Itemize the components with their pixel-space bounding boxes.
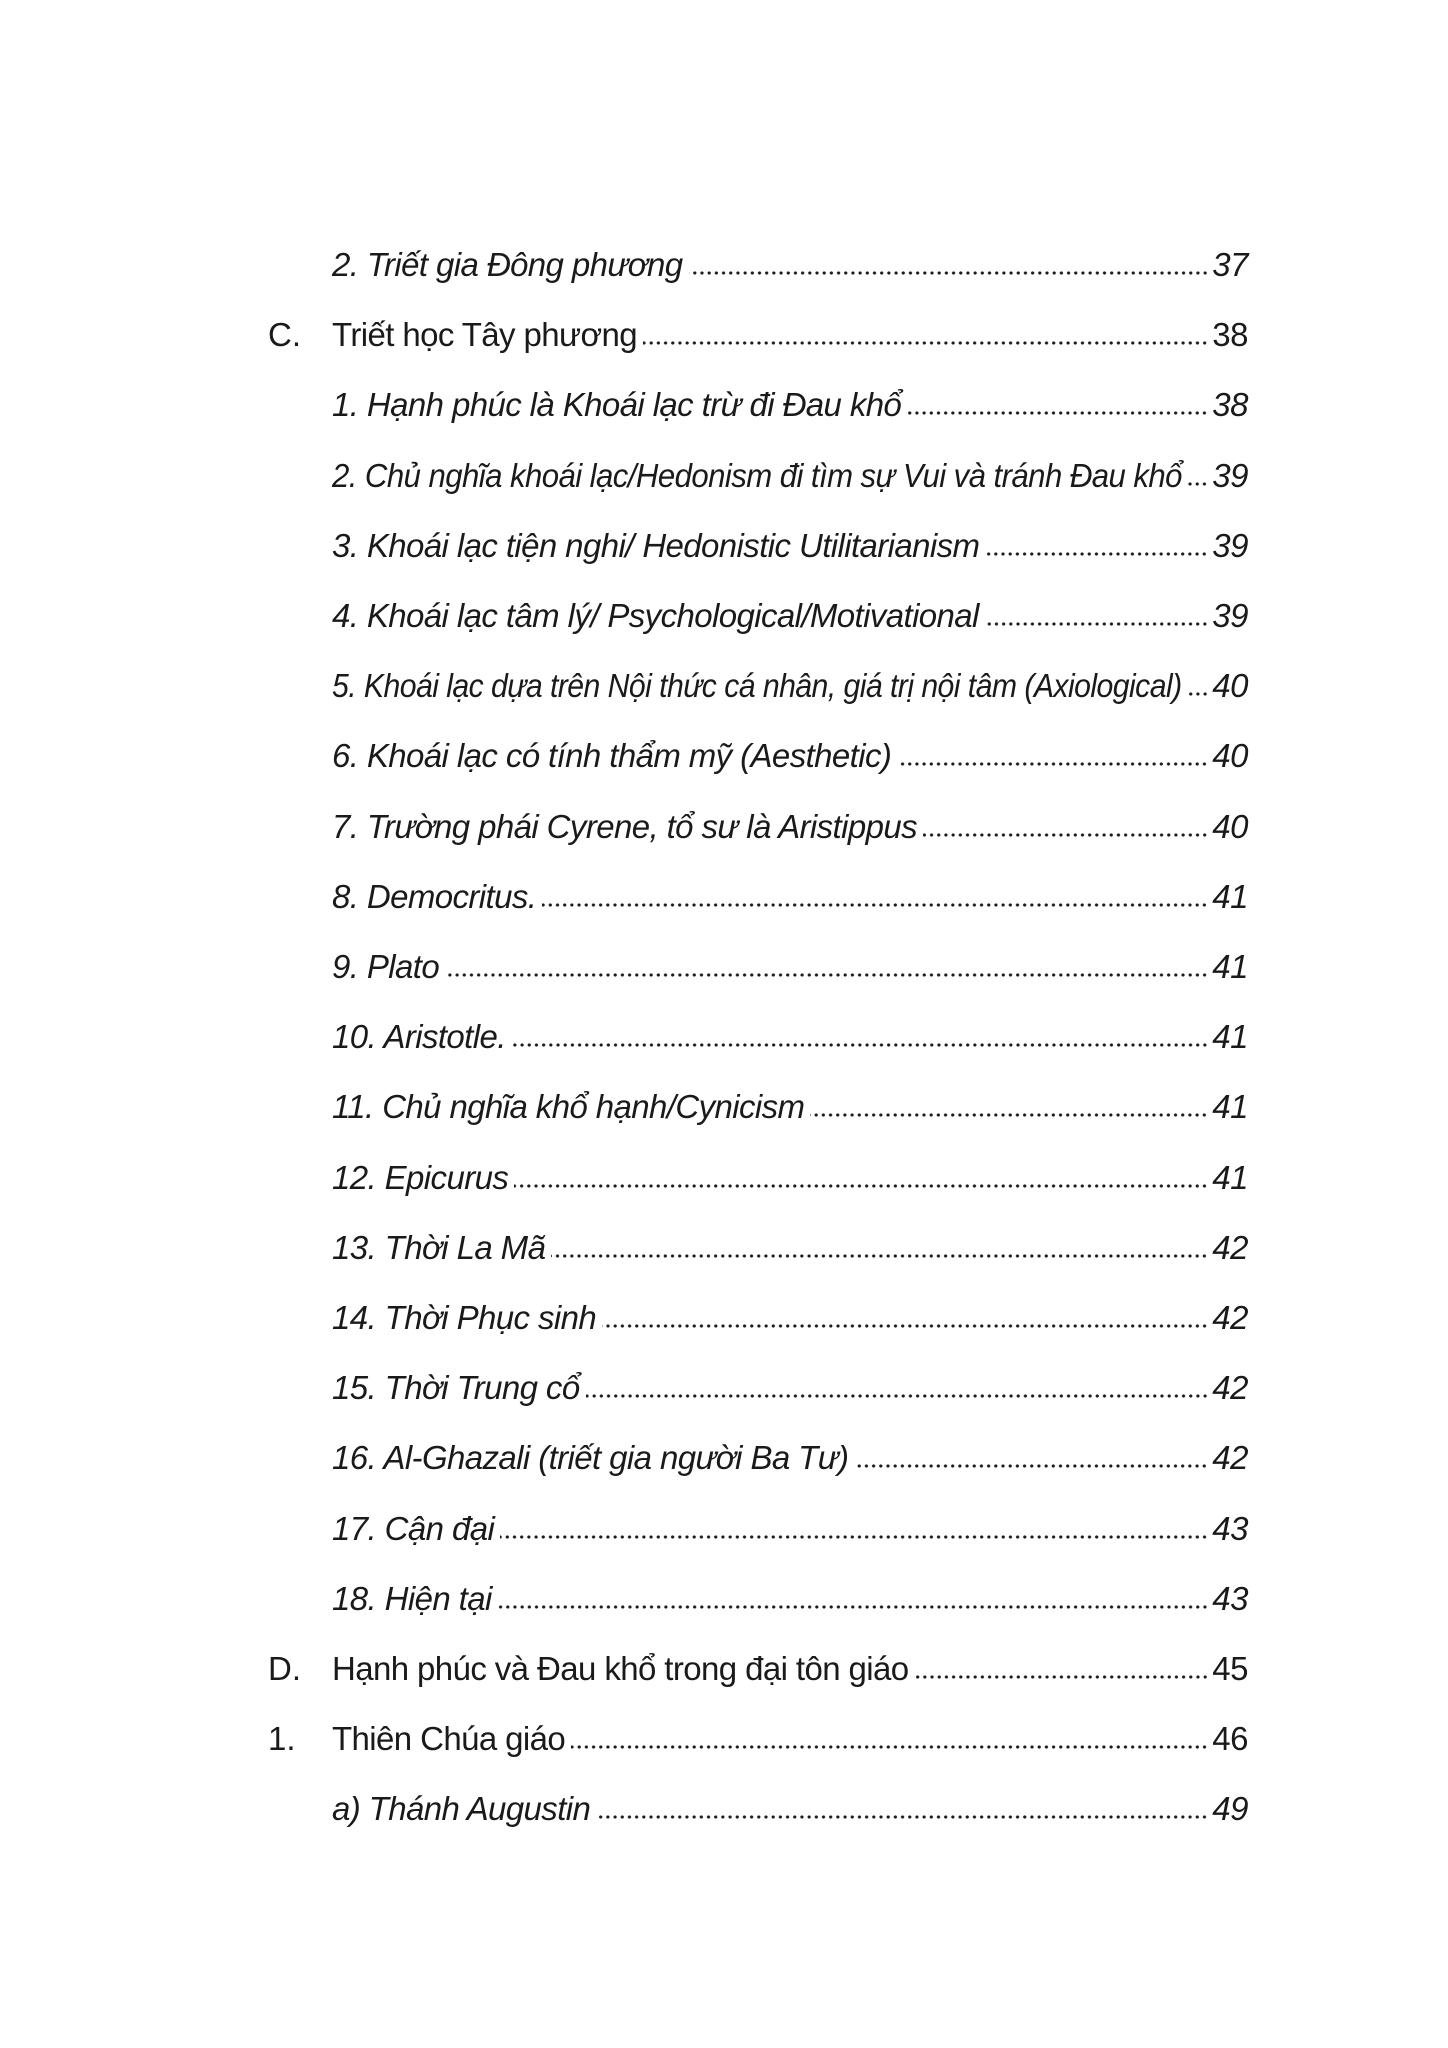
- toc-entry-title: Hạnh phúc và Đau khổ trong đại tôn giáo: [332, 1650, 909, 1687]
- toc-entry[interactable]: [332, 726, 1248, 776]
- dot-leader: [897, 761, 1208, 767]
- toc-entry-page-number: 38: [1212, 316, 1248, 354]
- toc-entry-page-number: 41: [1212, 948, 1248, 985]
- toc-entry-title: Thiên Chúa giáo: [332, 1720, 566, 1758]
- toc-entry-marker: C.: [268, 316, 301, 354]
- toc-entry-page-number: 40: [1212, 807, 1248, 845]
- toc-entry-title: 16. Al-Ghazali (triết gia người Ba Tư): [332, 1439, 849, 1477]
- dot-leader: [907, 410, 1208, 416]
- toc-entry[interactable]: [332, 235, 1248, 285]
- toc-entry-page-number: 42: [1212, 1299, 1248, 1336]
- toc-entry-page-number: 39: [1212, 597, 1248, 634]
- toc-entry-page-number: 38: [1212, 386, 1248, 424]
- dot-leader: [571, 1744, 1208, 1750]
- toc-entry-title: 6. Khoái lạc có tính thẩm mỹ (Aesthetic): [332, 737, 892, 775]
- toc-entry[interactable]: [268, 1639, 1248, 1689]
- toc-entry-marker: 1.: [268, 1720, 296, 1758]
- toc-entry[interactable]: [332, 1358, 1248, 1408]
- toc-entry[interactable]: [332, 1779, 1248, 1829]
- toc-entry-title: a) Thánh Augustin: [332, 1790, 591, 1828]
- toc-entry[interactable]: [332, 446, 1248, 496]
- toc-entry-title: 9. Plato: [332, 948, 440, 985]
- toc-entry-page-number: 41: [1212, 1018, 1248, 1056]
- dot-leader: [445, 972, 1208, 978]
- toc-entry-page-number: 39: [1212, 526, 1248, 564]
- toc-entry-page-number: 40: [1212, 737, 1248, 775]
- toc-entry[interactable]: [332, 1569, 1248, 1619]
- toc-entry-page-number: 46: [1212, 1720, 1248, 1758]
- toc-entry[interactable]: [332, 375, 1248, 425]
- toc-entry[interactable]: [332, 656, 1248, 706]
- toc-entry-title: 15. Thời Trung cổ: [332, 1369, 580, 1407]
- dot-leader: [498, 1604, 1209, 1610]
- toc-entry-page-number: 37: [1212, 246, 1248, 283]
- toc-entry[interactable]: [268, 305, 1248, 355]
- toc-entry-marker: D.: [268, 1650, 301, 1687]
- dot-leader: [985, 551, 1208, 557]
- dot-leader: [1188, 481, 1208, 487]
- toc-entry-title: 2. Triết gia Đông phương: [332, 246, 683, 283]
- toc-entry-title: 10. Aristotle.: [332, 1018, 506, 1056]
- toc-entry-title: 5. Khoái lạc dựa trên Nội thức cá nhân, giá trị nội tâm (Axiological): [332, 667, 1182, 705]
- toc-entry[interactable]: [332, 937, 1248, 987]
- toc-entry[interactable]: [332, 586, 1248, 636]
- toc-entry-page-number: 49: [1212, 1790, 1248, 1828]
- toc-entry[interactable]: [332, 797, 1248, 847]
- dot-leader: [602, 1323, 1208, 1329]
- dot-leader: [512, 1042, 1208, 1048]
- toc-entry-page-number: 39: [1212, 456, 1248, 494]
- toc-entry-page-number: 40: [1212, 667, 1248, 705]
- toc-entry[interactable]: [268, 1709, 1248, 1759]
- toc-entry-page-number: 42: [1212, 1228, 1248, 1266]
- toc-entry-title: 4. Khoái lạc tâm lý/ Psychological/Motivational: [332, 597, 979, 634]
- toc-entry-page-number: 41: [1212, 877, 1248, 915]
- toc-entry-page-number: 41: [1212, 1158, 1248, 1196]
- toc-entry-title: 18. Hiện tại: [332, 1579, 492, 1617]
- dot-leader: [1188, 691, 1209, 697]
- toc-entry[interactable]: [332, 867, 1248, 917]
- toc-entry-page-number: 42: [1212, 1369, 1248, 1407]
- toc-entry[interactable]: [332, 1148, 1248, 1198]
- toc-entry-title: 11. Chủ nghĩa khổ hạnh/Cynicism: [332, 1088, 805, 1126]
- dot-leader: [551, 1253, 1208, 1259]
- dot-leader: [689, 270, 1209, 276]
- toc-entry[interactable]: [332, 1288, 1248, 1338]
- toc-entry-page-number: 42: [1212, 1439, 1248, 1477]
- toc-entry[interactable]: [332, 516, 1248, 566]
- dot-leader: [643, 340, 1208, 346]
- toc-entry-title: 1. Hạnh phúc là Khoái lạc trừ đi Đau khổ: [332, 386, 902, 424]
- toc-entry-title: 12. Epicurus: [332, 1158, 509, 1196]
- dot-leader: [542, 902, 1208, 908]
- toc-entry-title: 7. Trường phái Cyrene, tổ sư là Aristippus: [332, 807, 917, 845]
- dot-leader: [923, 832, 1208, 838]
- toc-entry[interactable]: [332, 1007, 1248, 1057]
- dot-leader: [915, 1674, 1209, 1680]
- toc-entry-page-number: 43: [1212, 1509, 1248, 1547]
- toc-entry[interactable]: [332, 1499, 1248, 1549]
- dot-leader: [985, 621, 1208, 627]
- toc-entry-title: 13. Thời La Mã: [332, 1228, 546, 1266]
- toc-entry[interactable]: [332, 1428, 1248, 1478]
- toc-entry[interactable]: [332, 1077, 1248, 1127]
- dot-leader: [586, 1393, 1209, 1399]
- toc-entry-title: 2. Chủ nghĩa khoái lạc/Hedonism đi tìm sự Vui và tránh Đau khổ: [332, 456, 1182, 494]
- toc-entry-title: 8. Democritus.: [332, 877, 537, 915]
- dot-leader: [514, 1183, 1208, 1189]
- toc-entry-page-number: 45: [1212, 1650, 1248, 1687]
- dot-leader: [854, 1463, 1208, 1469]
- toc-entry-page-number: 43: [1212, 1579, 1248, 1617]
- dot-leader: [810, 1112, 1208, 1118]
- toc-entry-title: Triết học Tây phương: [332, 316, 638, 354]
- dot-leader: [500, 1534, 1208, 1540]
- dot-leader: [596, 1814, 1208, 1820]
- toc-entry-title: 17. Cận đại: [332, 1509, 495, 1547]
- toc-entry-title: 14. Thời Phục sinh: [332, 1299, 597, 1336]
- toc-entry-page-number: 41: [1212, 1088, 1248, 1126]
- toc-entry-title: 3. Khoái lạc tiện nghi/ Hedonistic Utilitarianism: [332, 526, 980, 564]
- toc-entry[interactable]: [332, 1218, 1248, 1268]
